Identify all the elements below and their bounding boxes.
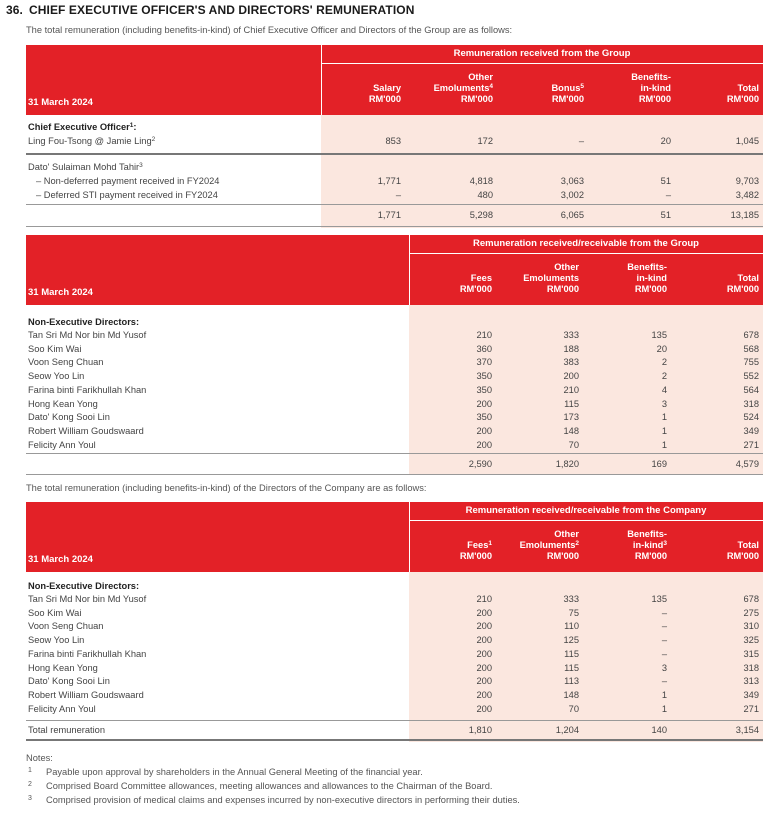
column-header-unit: RM'000 [546, 551, 579, 561]
footnote-marker: 5 [580, 83, 584, 90]
director-name: Robert William Goudswaard [28, 425, 144, 436]
table-row [26, 343, 763, 356]
table-date: 31 March 2024 [28, 97, 93, 108]
table-body [26, 115, 763, 228]
director-name: Dato' Kong Sooi Lin [28, 412, 110, 423]
cell-value: 200 [476, 648, 492, 659]
cell-value: 173 [563, 412, 579, 423]
cell-value: 349 [743, 689, 759, 700]
cell-value: 188 [563, 343, 579, 354]
bottom-divider [26, 474, 763, 475]
cell-value: 200 [476, 439, 492, 450]
note-number: 2 [28, 781, 32, 788]
table-row [26, 634, 763, 647]
cell-value: 350 [476, 412, 492, 423]
column-header [587, 262, 667, 295]
cell-value: – [578, 136, 584, 146]
section-number: 36. [6, 3, 23, 17]
cell-value: 200 [476, 676, 492, 687]
cell-value: 75 [568, 607, 579, 618]
column-header-line [679, 83, 759, 94]
cell-value: 318 [743, 398, 759, 409]
cell-value: 313 [743, 676, 759, 687]
cell-value: 200 [476, 425, 492, 436]
cell-value: 853 [385, 136, 401, 146]
cell-value: 115 [564, 398, 579, 409]
cell-value: 275 [743, 607, 759, 618]
director-name: Voon Seng Chuan [28, 357, 104, 368]
cell-value: 333 [563, 330, 579, 340]
cell-value: 169 [651, 459, 667, 469]
table-row [26, 675, 763, 688]
intro-text-group: The total remuneration (including benefits-in-kind) of Chief Executive Officer and Directors of the Group are as follows: [26, 25, 513, 35]
column-header [412, 262, 492, 295]
note-item [26, 767, 423, 781]
notes-title: Notes: [26, 753, 53, 763]
column-header [504, 72, 584, 105]
bottom-divider [26, 739, 763, 741]
footnote-marker: 2 [575, 540, 579, 547]
section-heading [6, 3, 414, 17]
column-header [679, 529, 759, 562]
table-row [26, 689, 763, 702]
director-name: Felicity Ann Youl [28, 439, 96, 450]
column-header-line [499, 540, 579, 551]
cell-value: 51 [660, 210, 671, 220]
cell-value: 678 [743, 330, 759, 340]
cell-value: 1,204 [555, 725, 579, 735]
director-name: Farina binti Farikhullah Khan [28, 384, 147, 395]
cell-value: 3,154 [735, 725, 759, 735]
cell-value: 310 [743, 621, 759, 632]
column-header-title: in-kind [640, 83, 671, 93]
cell-value: 318 [743, 662, 759, 673]
column-header [679, 72, 759, 105]
column-header-line [412, 262, 492, 273]
column-header-title: Fees [467, 540, 489, 550]
cell-value: 200 [476, 662, 492, 673]
director-name: Tan Sri Md Nor bin Md Yusof [28, 594, 147, 604]
note-number: 1 [28, 767, 32, 774]
directors-company-table [26, 502, 763, 742]
cell-value: 4,579 [735, 459, 759, 469]
cell-value: 370 [476, 357, 492, 368]
cell-value: 200 [563, 371, 579, 382]
cell-value: 350 [476, 384, 492, 395]
cell-value: 1,810 [468, 725, 492, 735]
cell-value: 755 [743, 357, 759, 368]
director-name: Hong Kean Yong [28, 398, 98, 409]
note-item [26, 781, 493, 795]
cell-value: 115 [564, 662, 579, 673]
total-row [26, 724, 763, 737]
cell-value: 70 [568, 703, 579, 714]
cell-value: 172 [477, 136, 493, 146]
cell-value: 383 [563, 357, 579, 368]
intro-text-company: The total remuneration (including benefits-in-kind) of the Directors of the Company are as follows: [26, 483, 427, 493]
table-row [26, 607, 763, 620]
table-row [26, 398, 763, 411]
column-header-unit: RM'000 [638, 94, 671, 104]
ceo-remuneration-table [26, 45, 763, 228]
director-name: Felicity Ann Youl [28, 703, 96, 714]
cell-value: 480 [477, 190, 493, 200]
cell-value: 315 [743, 648, 759, 659]
cell-value: 568 [743, 343, 759, 354]
column-header-title: Emoluments [523, 273, 579, 283]
table-header [26, 235, 763, 305]
director-name: Tan Sri Md Nor bin Md Yusof [28, 330, 147, 340]
table-row [26, 121, 763, 134]
row-label [28, 135, 155, 148]
column-header [321, 72, 401, 105]
cell-value: 115 [564, 648, 579, 659]
table-row [26, 439, 763, 452]
cell-value: 325 [743, 635, 759, 646]
cell-value: 678 [743, 594, 759, 604]
director-name: Voon Seng Chuan [28, 621, 104, 632]
director-name: Farina binti Farikhullah Khan [28, 648, 147, 659]
table-date: 31 March 2024 [28, 554, 93, 565]
column-header-title: Total [737, 83, 759, 93]
cell-value: 271 [743, 703, 759, 714]
table-row [26, 411, 763, 424]
column-header-unit: RM'000 [634, 551, 667, 561]
column-header [499, 262, 579, 295]
total-divider [26, 204, 763, 205]
table-header [26, 502, 763, 572]
note-number: 3 [28, 795, 32, 802]
footnote-marker: 2 [151, 136, 156, 143]
table-date: 31 March 2024 [28, 287, 93, 298]
column-header-line: Other [554, 529, 579, 539]
column-header-line [499, 273, 579, 284]
cell-value: 3 [661, 398, 667, 409]
director-name: Seow Yoo Lin [28, 635, 85, 646]
column-header-line: Benefits- [631, 72, 671, 82]
column-header-line: Benefits- [627, 262, 667, 272]
table-row [26, 316, 763, 329]
footnote-marker: 1 [488, 540, 492, 547]
cell-value: 564 [743, 384, 759, 395]
column-header-line [591, 83, 671, 94]
column-header-title: Emoluments [433, 83, 490, 93]
cell-value: 1 [661, 412, 667, 423]
column-header-line [321, 72, 401, 83]
table-row [26, 425, 763, 438]
section-label: Non-Executive Directors: [28, 317, 140, 327]
table-row [26, 135, 763, 148]
cell-value: 1,771 [377, 176, 401, 186]
table-row [26, 703, 763, 716]
cell-value: 113 [564, 676, 579, 687]
table-row [26, 580, 763, 593]
cell-value: 148 [563, 689, 579, 700]
note-text: Payable upon approval by shareholders in the Annual General Meeting of the financial year. [46, 767, 423, 777]
cell-value: 1 [661, 439, 667, 450]
cell-value: 1,045 [735, 136, 759, 146]
cell-value: 200 [476, 398, 492, 409]
cell-value: – [661, 607, 667, 618]
table-row [26, 648, 763, 661]
table-row [26, 329, 763, 342]
column-header-line [679, 262, 759, 273]
cell-value: 200 [476, 607, 492, 618]
table-row [26, 593, 763, 606]
cell-value: 4,818 [469, 176, 493, 186]
directors-group-table [26, 235, 763, 475]
director-name: Hong Kean Yong [28, 662, 98, 673]
table-row [26, 384, 763, 397]
cell-value: 200 [476, 703, 492, 714]
table-row [26, 620, 763, 633]
column-header-line [412, 540, 492, 551]
column-header-unit: RM'000 [726, 284, 759, 294]
cell-value: 5,298 [469, 210, 493, 220]
column-header-line [679, 273, 759, 284]
cell-value: – [661, 676, 667, 687]
cell-value: 4 [661, 384, 667, 395]
cell-value: – [661, 648, 667, 659]
cell-value: 20 [660, 136, 671, 146]
cell-value: 1 [661, 425, 667, 436]
cell-value: 200 [476, 689, 492, 700]
cell-value: 140 [651, 725, 667, 735]
total-divider [26, 453, 763, 454]
cell-value: 200 [476, 635, 492, 646]
cell-value: 333 [563, 594, 579, 604]
table-row [26, 161, 763, 174]
cell-value: 20 [656, 343, 667, 354]
column-header-unit: RM'000 [634, 284, 667, 294]
director-name: Soo Kim Wai [28, 343, 82, 354]
cell-value: 70 [568, 439, 579, 450]
cell-value: 200 [476, 621, 492, 632]
section-label: Non-Executive Directors: [28, 581, 140, 591]
column-header-line [679, 72, 759, 83]
group-header: Remuneration received from the Group [321, 45, 763, 64]
column-header-title: Salary [373, 83, 401, 93]
column-header-line [679, 540, 759, 551]
footnote-marker: 3 [663, 540, 667, 547]
column-header-unit: RM'000 [459, 551, 492, 561]
cell-value: 13,185 [730, 210, 759, 220]
cell-value: 125 [563, 635, 579, 646]
total-row [26, 209, 763, 222]
table-row [26, 662, 763, 675]
cell-value: 6,065 [560, 210, 584, 220]
header-divider [409, 235, 410, 305]
cell-value: 360 [476, 343, 492, 354]
column-header-title: Emoluments [519, 540, 576, 550]
footnote-marker: 3 [139, 162, 143, 169]
cell-value: 3,002 [560, 190, 584, 200]
bottom-divider [26, 226, 763, 227]
table-row [26, 189, 763, 202]
cell-value: 210 [563, 384, 579, 395]
cell-value: 552 [743, 371, 759, 382]
table-header [26, 45, 763, 115]
column-header-line [413, 83, 493, 94]
header-divider [409, 502, 410, 572]
note-text: Comprised provision of medical claims and expenses incurred by non-executive directors in performing their duties. [46, 795, 520, 805]
column-header-unit: RM'000 [726, 94, 759, 104]
cell-value: 2 [661, 357, 667, 368]
cell-value: 148 [563, 425, 579, 436]
column-header-line [412, 529, 492, 540]
column-header [591, 72, 671, 105]
column-header-line [504, 83, 584, 94]
column-header-line [587, 273, 667, 284]
column-header-unit: RM'000 [459, 284, 492, 294]
cell-value: – [661, 635, 667, 646]
cell-value: 349 [743, 425, 759, 436]
column-header-line [412, 273, 492, 284]
director-name: Soo Kim Wai [28, 607, 82, 618]
table-row [26, 370, 763, 383]
director-name: Robert William Goudswaard [28, 689, 144, 700]
column-header-title: Bonus [551, 83, 581, 93]
total-label: Total remuneration [28, 725, 105, 735]
column-header-line [504, 72, 584, 83]
cell-value: 110 [564, 621, 579, 632]
cell-value: 210 [476, 594, 492, 604]
column-header-title: Fees [470, 273, 492, 283]
cell-value: 2,590 [468, 459, 492, 469]
ceo-heading: Chief Executive Officer [28, 122, 130, 132]
footnote-marker: 4 [489, 83, 493, 90]
column-header [412, 529, 492, 562]
note-item [26, 795, 520, 809]
table-row [26, 175, 763, 188]
column-header-unit: RM'000 [726, 551, 759, 561]
table-body [26, 305, 763, 475]
column-header-line [679, 529, 759, 540]
footnote-marker: 1 [129, 122, 134, 129]
total-divider [26, 720, 763, 721]
row-label: Chief Executive Officer$^1$: [28, 122, 137, 132]
cell-value: – [395, 190, 401, 200]
column-header-title: in-kind [632, 540, 664, 550]
table-body [26, 572, 763, 742]
cell-value: – [661, 621, 667, 632]
column-header-line: Other [468, 72, 493, 82]
cell-value: 135 [651, 330, 667, 340]
cell-value: 9,703 [735, 176, 759, 186]
group-header: Remuneration received/receivable from the Group [409, 235, 763, 254]
cell-value: 1,820 [555, 459, 579, 469]
column-header [499, 529, 579, 562]
column-header [679, 262, 759, 295]
cell-value: 1 [661, 703, 667, 714]
director-name: Dato' Kong Sooi Lin [28, 676, 110, 687]
column-header-line: Benefits- [627, 529, 667, 539]
cell-value: – [665, 190, 671, 200]
cell-value: 135 [651, 594, 667, 604]
cell-value: 271 [743, 439, 759, 450]
cell-value: 1,771 [377, 210, 401, 220]
column-header-unit: RM'000 [551, 94, 584, 104]
dato-name: Dato' Sulaiman Mohd Tahir [28, 162, 140, 172]
director-name: Seow Yoo Lin [28, 371, 85, 382]
cell-value: 3,063 [560, 176, 584, 186]
column-header-line [587, 540, 667, 551]
row-label [28, 161, 143, 174]
table-row [26, 356, 763, 369]
column-header [587, 529, 667, 562]
cell-value: 210 [476, 330, 492, 340]
ceo-name: Ling Fou-Tsong @ Jamie Ling [28, 136, 152, 146]
row-divider [26, 153, 763, 155]
column-header-unit: RM'000 [546, 284, 579, 294]
notes [26, 753, 520, 809]
cell-value: 51 [660, 176, 671, 186]
column-header-line [321, 83, 401, 94]
column-header-unit: RM'000 [368, 94, 401, 104]
section-title: CHIEF EXECUTIVE OFFICER'S AND DIRECTORS' REMUNERATION [28, 3, 415, 17]
cell-value: 2 [661, 371, 667, 382]
column-header [413, 72, 493, 105]
cell-value: 524 [743, 412, 759, 423]
cell-value: 1 [661, 689, 667, 700]
column-header-line: Other [554, 262, 579, 272]
group-header: Remuneration received/receivable from the Company [409, 502, 763, 521]
column-header-title: in-kind [636, 273, 667, 283]
row-label: – Non-deferred payment received in FY2024 [36, 176, 220, 186]
row-label: – Deferred STI payment received in FY2024 [36, 190, 218, 200]
column-header-title: Total [737, 540, 759, 550]
column-header-unit: RM'000 [460, 94, 493, 104]
column-header-title: Total [737, 273, 759, 283]
cell-value: 3,482 [735, 190, 759, 200]
cell-value: 350 [476, 371, 492, 382]
total-row [26, 458, 763, 471]
cell-value: 3 [661, 662, 667, 673]
note-text: Comprised Board Committee allowances, meeting allowances and allowances to the Chairman of the Board. [46, 781, 493, 791]
